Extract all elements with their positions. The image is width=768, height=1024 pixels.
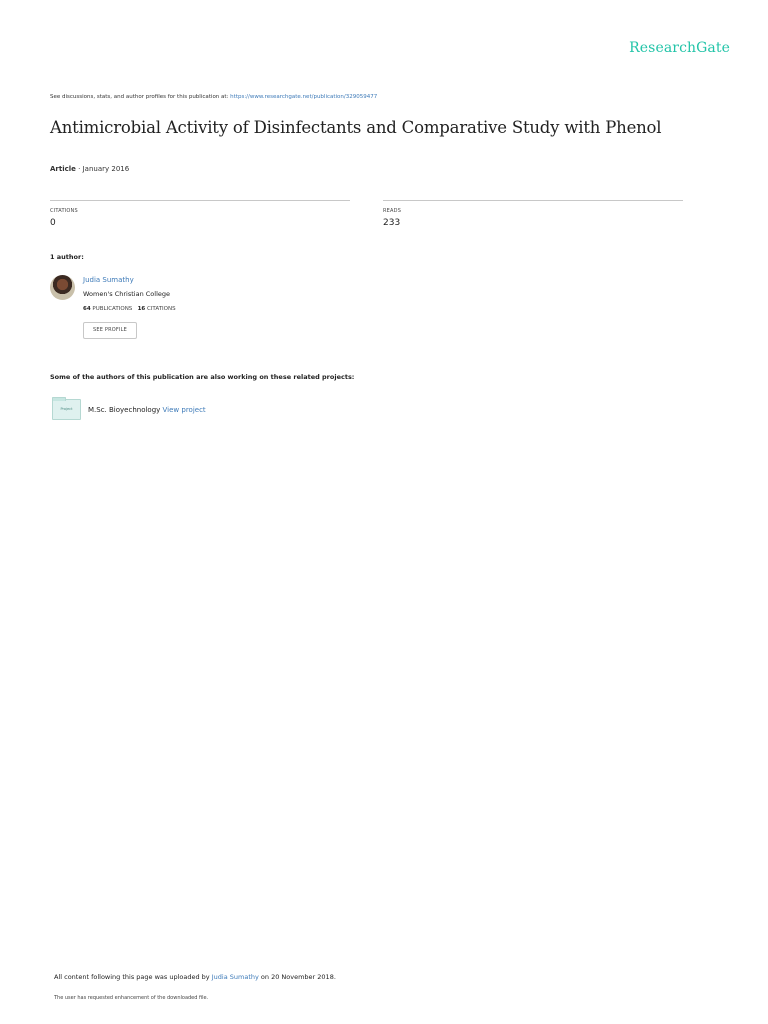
source-prefix: See discussions, stats, and author profiles for this publication at: — [50, 94, 229, 100]
author-institution: Women's Christian College — [83, 290, 171, 298]
citations-stat — [50, 200, 350, 228]
citations-value: 0 — [50, 218, 56, 228]
project-folder-icon — [52, 399, 81, 420]
upload-prefix: All content following this page was uploaded by — [54, 973, 210, 981]
author-name-link[interactable]: Judia Sumathy — [83, 276, 134, 284]
upload-suffix: on 20 November 2018. — [260, 973, 336, 981]
author-stats — [83, 306, 176, 312]
reads-value: 233 — [383, 218, 401, 228]
authors-heading: 1 author: — [50, 253, 84, 261]
publication-url-link[interactable]: https://www.researchgate.net/publication/329059477 — [230, 94, 378, 100]
publication-title: Antimicrobial Activity of Disinfectants and Comparative Study with Phenol — [50, 118, 662, 137]
meta-separator: · — [75, 165, 83, 173]
citations-label: CITATIONS — [50, 208, 78, 214]
author-avatar[interactable] — [50, 275, 75, 300]
see-profile-button[interactable]: SEE PROFILE — [83, 322, 137, 339]
author-citations-count: 16 — [137, 306, 146, 312]
project-icon-label: Project — [60, 407, 73, 411]
author-publications-count: 64 — [83, 306, 91, 312]
project-name: M.Sc. Bioyechnology — [88, 406, 161, 414]
reads-label: READS — [383, 208, 402, 214]
enhancement-note: The user has requested enhancement of the downloaded file. — [54, 995, 209, 1001]
author-citations-label: CITATIONS — [146, 306, 176, 312]
upload-notice — [54, 973, 336, 981]
project-item — [88, 406, 206, 414]
reads-stat — [383, 200, 683, 228]
publication-meta — [50, 165, 129, 173]
publication-date: January 2016 — [82, 165, 130, 173]
related-projects-heading: Some of the authors of this publication are also working on these related projects: — [50, 373, 355, 381]
view-project-link[interactable]: View project — [162, 406, 206, 414]
source-line — [50, 94, 377, 100]
uploader-link[interactable]: Judia Sumathy — [211, 973, 259, 981]
publication-type: Article — [50, 165, 76, 173]
author-publications-label: PUBLICATIONS — [92, 306, 133, 312]
researchgate-logo[interactable]: ResearchGate — [629, 40, 730, 56]
